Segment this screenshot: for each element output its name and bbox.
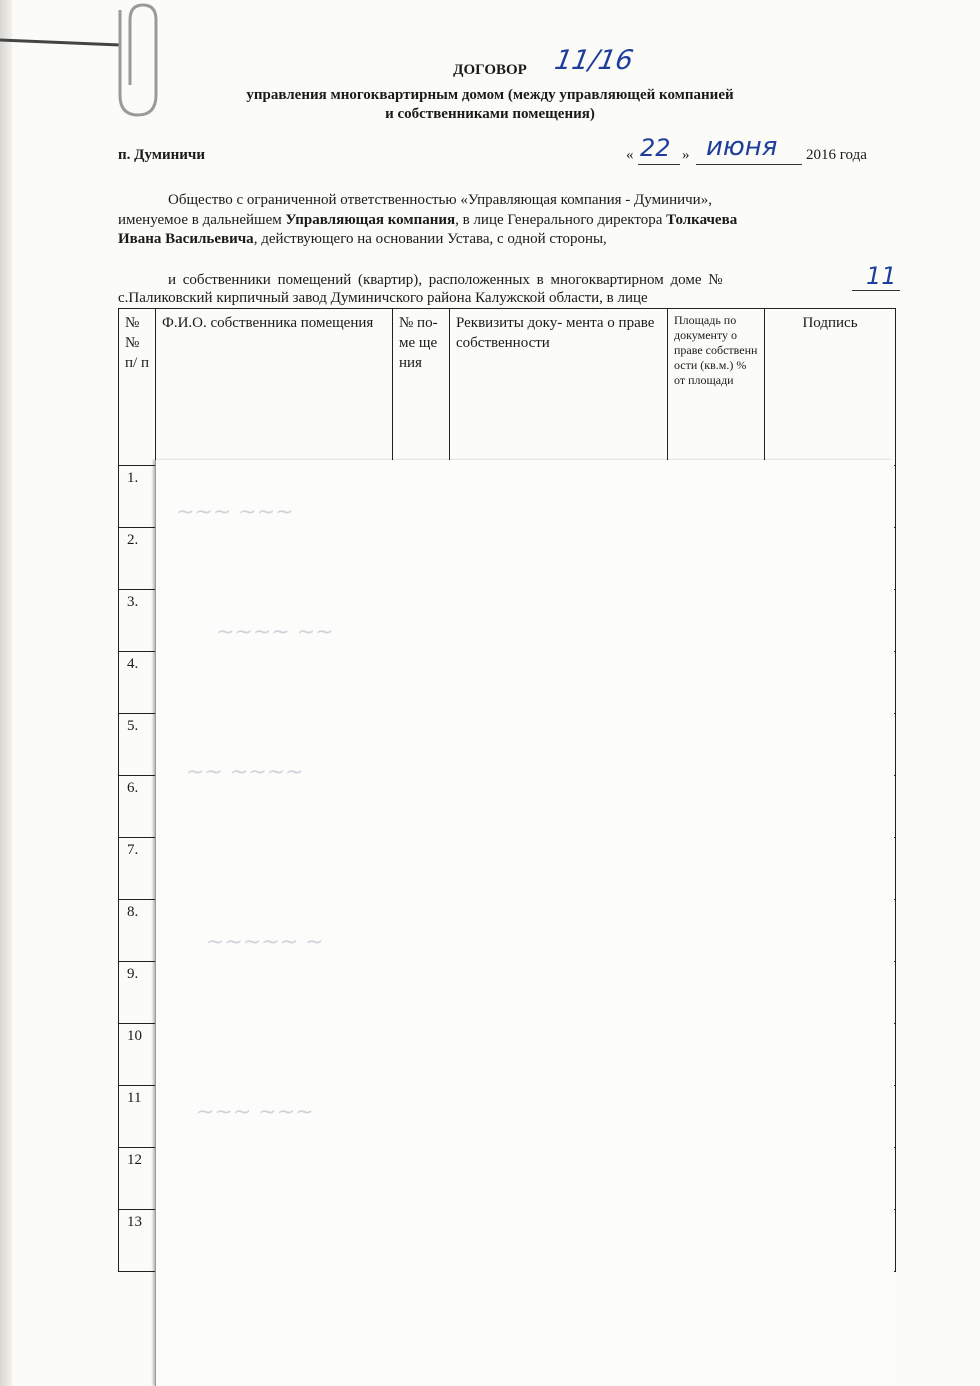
date-open-quote: « bbox=[626, 147, 634, 163]
header-signature: Подпись bbox=[765, 309, 896, 466]
contract-number-handwritten: 11/16 bbox=[552, 45, 636, 76]
row-number: 1. bbox=[119, 466, 156, 528]
management-company-term: Управляющая компания bbox=[285, 212, 456, 228]
date-close-quote: » bbox=[682, 147, 690, 163]
para1-text-a: именуемое в дальнейшем bbox=[118, 212, 286, 228]
bleed-through-scribble: ~~ ~~~~ bbox=[186, 760, 304, 785]
row-number: 5. bbox=[119, 714, 156, 776]
page-edge-shadow bbox=[0, 0, 12, 1386]
header-area: Площадь по документу о праве собственн ости (кв.м.) % от площади bbox=[668, 309, 765, 466]
row-number: 4. bbox=[119, 652, 156, 714]
header-number: № № п/ п bbox=[119, 309, 156, 466]
row-number: 3. bbox=[119, 590, 156, 652]
paragraph-1-line-3 bbox=[118, 231, 607, 248]
date-day-underline bbox=[638, 164, 680, 165]
overlapping-sheet bbox=[155, 460, 894, 1386]
row-number: 12 bbox=[119, 1148, 156, 1210]
bleed-through-scribble: ~~~ ~~~ bbox=[176, 500, 294, 525]
date-month-handwritten: июня bbox=[706, 132, 778, 162]
header-owner-name: Ф.И.О. собственника помещения bbox=[156, 309, 393, 466]
row-number: 7. bbox=[119, 838, 156, 900]
row-number: 2. bbox=[119, 528, 156, 590]
house-number-handwritten: 11 bbox=[866, 262, 897, 290]
paragraph-1-line-2 bbox=[118, 212, 737, 229]
bleed-through-scribble: ~~~~ ~~ bbox=[216, 620, 334, 645]
house-number-underline bbox=[852, 290, 900, 291]
row-number: 6. bbox=[119, 776, 156, 838]
page-title: ДОГОВОР bbox=[453, 62, 527, 78]
header-ownership-document: Реквизиты доку- мента о праве собственности bbox=[450, 309, 668, 466]
owners-table-header bbox=[119, 309, 896, 466]
subtitle-line-2: и собственниками помещения) bbox=[385, 106, 595, 122]
header-room-number: № по- ме ще ния bbox=[393, 309, 450, 466]
date-day-handwritten: 22 bbox=[640, 134, 671, 162]
row-number: 9. bbox=[119, 962, 156, 1024]
director-name: Ивана Васильевича bbox=[118, 231, 254, 247]
subtitle-line-1: управления многоквартирным домом (между управляющей компанией bbox=[246, 87, 734, 103]
director-surname: Толкачева bbox=[666, 212, 738, 228]
row-number: 10 bbox=[119, 1024, 156, 1086]
para1-text-c: , в лице Генерального директора bbox=[455, 212, 667, 228]
paragraph-2-line-2: с.Паликовский кирпичный завод Думиничского района Калужской области, в лице bbox=[118, 290, 648, 306]
bleed-through-scribble: ~~~~~ ~ bbox=[206, 930, 324, 955]
row-number: 11 bbox=[119, 1086, 156, 1148]
para1-text-end: , действующего на основании Устава, с одной стороны, bbox=[253, 231, 607, 247]
bleed-through-scribble: ~~~ ~~~ bbox=[196, 1100, 314, 1125]
paragraph-2-line-1: и собственники помещений (квартир), расположенных в многоквартирном доме № bbox=[168, 272, 723, 288]
row-number: 13 bbox=[119, 1210, 156, 1272]
row-number: 8. bbox=[119, 900, 156, 962]
place-name: п. Думиничи bbox=[118, 147, 206, 163]
date-year: 2016 года bbox=[806, 147, 867, 163]
paragraph-1-line-1: Общество с ограниченной ответственностью «Управляющая компания - Думиничи», bbox=[168, 192, 712, 208]
date-month-underline bbox=[696, 164, 802, 165]
